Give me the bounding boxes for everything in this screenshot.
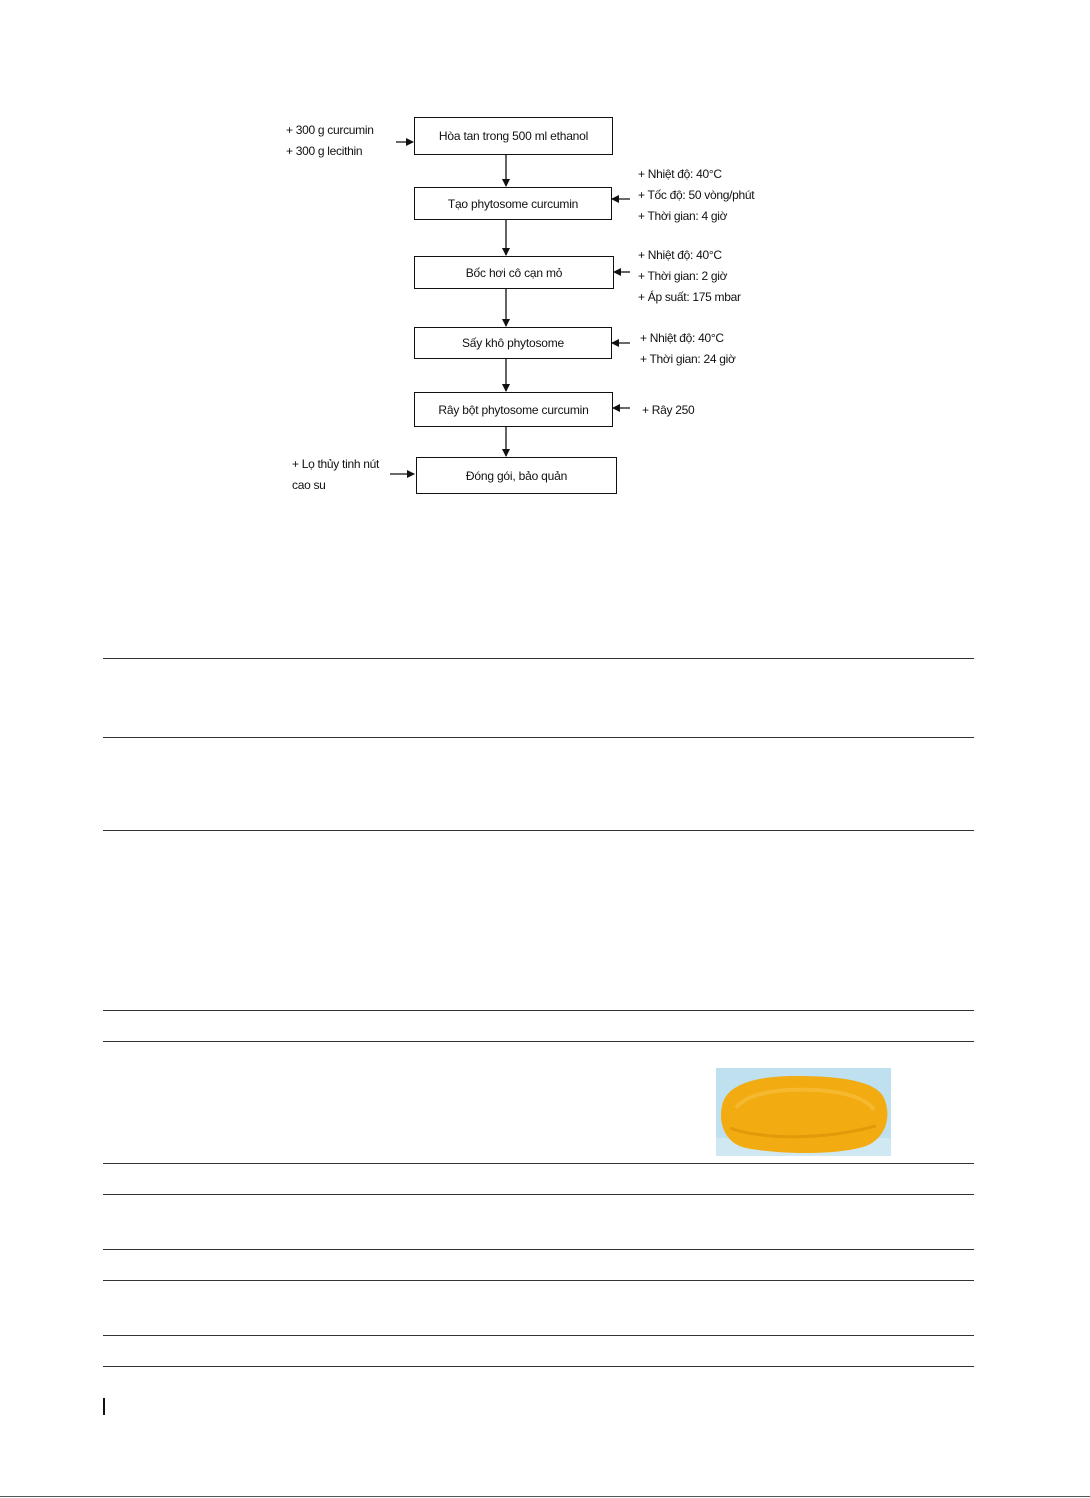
step-5-conditions <box>642 400 694 421</box>
curcumin-phytosome-photo <box>716 1068 891 1156</box>
condition-speed: + Tốc độ: 50 vòng/phút <box>638 188 755 202</box>
table-rule <box>103 1335 974 1336</box>
condition-time: + Thời gian: 24 giờ <box>640 352 736 366</box>
step-1-box <box>414 117 613 155</box>
step-6-inputs <box>292 454 379 496</box>
table-rule <box>103 1163 974 1164</box>
page-bottom-line <box>0 1496 1090 1497</box>
step-5-label: Rây bột phytosome curcumin <box>438 402 589 417</box>
step-2-label: Tạo phytosome curcumin <box>447 196 579 211</box>
condition-pressure: + Áp suất: 175 mbar <box>638 290 741 304</box>
table-rule <box>103 1041 974 1042</box>
input-lecithin: + 300 g lecithin <box>286 144 363 158</box>
step-3-conditions <box>638 245 741 308</box>
page-margin-mark <box>103 1398 105 1415</box>
step-3-box <box>414 256 614 289</box>
step-6-label: Đóng gói, bảo quản <box>465 468 568 483</box>
table-rule <box>103 1249 974 1250</box>
step-2-conditions <box>638 164 754 227</box>
condition-temperature: + Nhiệt độ: 40°C <box>640 331 724 345</box>
step-4-conditions <box>640 328 736 370</box>
condition-temperature: + Nhiệt độ: 40°C <box>638 248 722 262</box>
step-4-box <box>414 327 612 359</box>
step-2-box <box>414 187 612 220</box>
table-rule <box>103 1010 974 1011</box>
condition-temperature: + Nhiệt độ: 40°C <box>638 167 722 181</box>
input-curcumin: + 300 g curcumin <box>286 123 374 137</box>
step-5-box <box>414 392 613 427</box>
table-rule <box>103 1194 974 1195</box>
condition-time: + Thời gian: 2 giờ <box>638 269 728 283</box>
step-3-label: Bốc hơi cô cạn mỏ <box>465 265 563 280</box>
step-1-inputs <box>286 120 374 162</box>
condition-time: + Thời gian: 4 giờ <box>638 209 728 223</box>
condition-sieve: + Rây 250 <box>642 403 695 417</box>
table-rule <box>103 830 974 831</box>
step-6-box <box>416 457 617 494</box>
table-rule <box>103 658 974 659</box>
input-rubber-stopper: cao su <box>292 478 326 492</box>
table-rule <box>103 1280 974 1281</box>
step-1-label: Hòa tan trong 500 ml ethanol <box>438 129 589 143</box>
table-rule <box>103 1366 974 1367</box>
table-rule <box>103 737 974 738</box>
step-4-label: Sấy khô phytosome <box>462 336 564 350</box>
input-glass-jar: + Lọ thủy tinh nút <box>292 457 380 471</box>
